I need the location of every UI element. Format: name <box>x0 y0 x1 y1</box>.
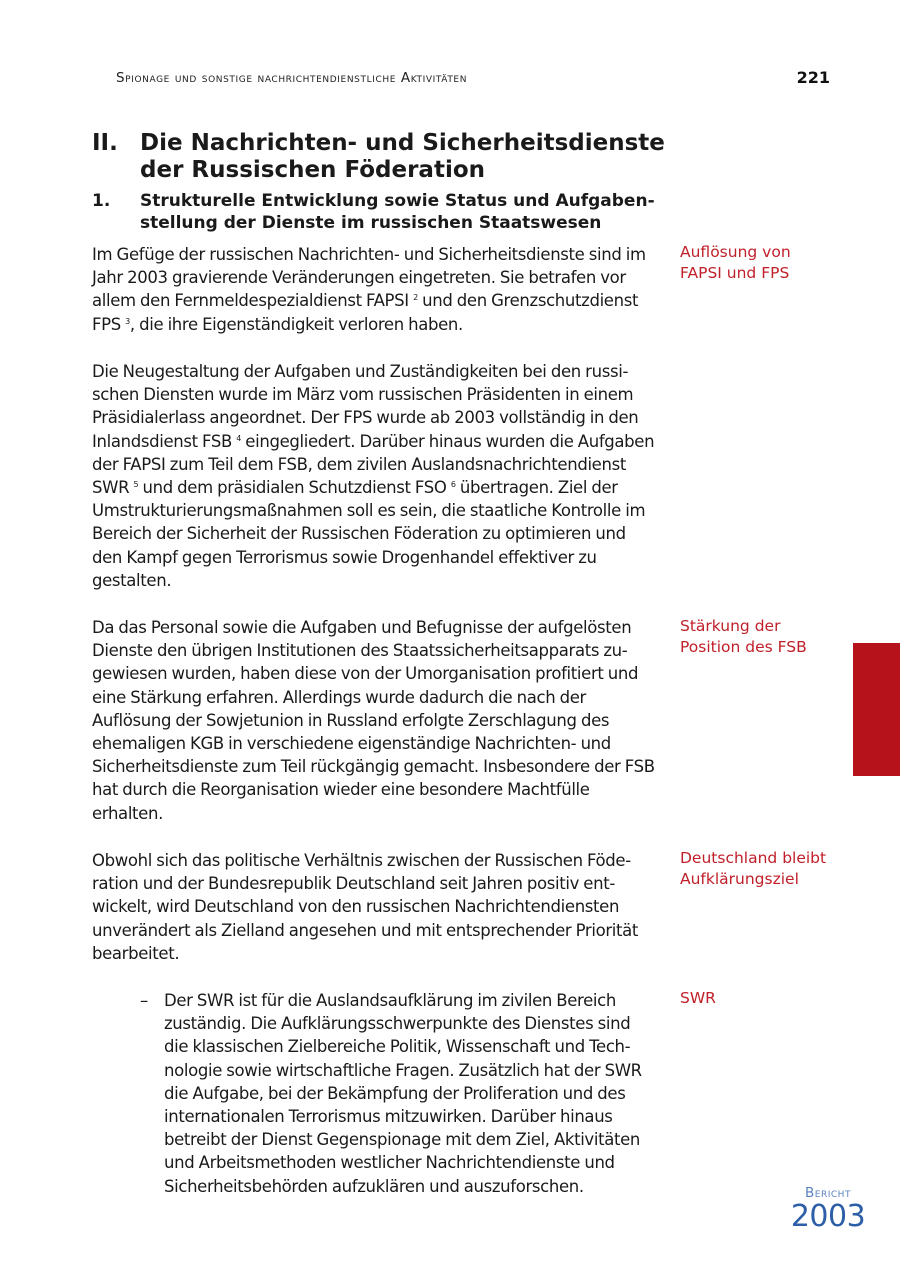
bullet-dash: – <box>140 991 148 1010</box>
chapter-heading <box>92 130 672 184</box>
bullet-item-swr <box>92 989 657 1198</box>
chapter-heading-text: Die Nachrichten- und Sicherheitsdienste der Russischen Föderation <box>140 130 665 183</box>
section-heading <box>92 190 672 234</box>
paragraph-3: Da das Personal sowie die Aufgaben und Befugnisse der aufgelösten Dienste den übrigen Institutionen des Staatssicherheitsapparats zugewiesen wurden, haben diese von der Umorganisation profitiert und eine Stärkung erfahren. Allerdings wurde dadurch die nach der Auflösung der Sowjetunion in Russland erfolgte Zerschlagung des ehemaligen KGB in verschiedene eigenständige Nachrichten- und Sicherheitsdienste zum Teil rückgängig gemacht. Insbesondere der FSB hat durch die Reorganisation wieder eine besondere Machtfülle erhalten. <box>92 618 655 823</box>
report-badge-word: Bericht <box>805 1185 851 1201</box>
report-badge <box>788 1186 868 1233</box>
report-badge-year: 2003 <box>790 1199 866 1234</box>
chapter-tab-marker <box>853 643 900 776</box>
section-heading-number: 1. <box>92 191 111 211</box>
running-head: Spionage und sonstige nachrichtendienstliche Aktivitäten <box>116 70 468 86</box>
marginal-note-fapsi-fps <box>680 242 845 284</box>
footnote-marker: 3 <box>125 316 130 326</box>
marginal-note-fsb <box>680 616 845 658</box>
footnote-marker: 2 <box>413 293 418 303</box>
marginal-line: Aufklärungsziel <box>680 870 799 888</box>
marginal-line: FAPSI und FPS <box>680 264 790 282</box>
footnote-marker: 5 <box>133 480 139 490</box>
marginal-line: Deutschland bleibt <box>680 849 827 867</box>
footnote-marker: 4 <box>236 433 242 443</box>
marginal-note-swr <box>680 988 845 1009</box>
marginal-line: SWR <box>680 989 716 1007</box>
marginal-note-deutschland <box>680 848 845 890</box>
chapter-heading-number: II. <box>92 130 118 156</box>
section-heading-text: Strukturelle Entwicklung sowie Status und Aufgabenstellung der Dienste im russischen Staatswesen <box>140 191 655 233</box>
paragraph-4: Obwohl sich das politische Verhältnis zwischen der Russischen Föderation und der Bundesrepublik Deutschland seit Jahren positiv entwickelt, wird Deutschland von den russischen Nachrichtendiensten unverändert als Zielland angesehen und mit entsprechender Priorität bearbeitet. <box>92 851 638 963</box>
marginal-line: Position des FSB <box>680 638 807 656</box>
marginal-line: Stärkung der <box>680 617 781 635</box>
footnote-marker: 6 <box>450 480 456 490</box>
bullet-text: Der SWR ist für die Auslandsaufklärung im zivilen Bereich zuständig. Die Aufklärungsschwerpunkte des Dienstes sind die klassischen Zielbereiche Politik, Wissenschaft und Technologie sowie wirtschaftliche Fragen. Zusätzlich hat der SWR die Aufgabe, bei der Bekämpfung der Proliferation und des internationalen Terrorismus mitzuwirken. Darüber hinaus betreibt der Dienst Gegenspionage mit dem Ziel, Aktivitäten und Arbeitsmethoden westlicher Nachrichtendienste und Sicherheitsbehörden aufzuklären und auszuforschen. <box>164 991 642 1196</box>
page-number: 221 <box>796 68 830 87</box>
paragraph-1: Im Gefüge der russischen Nachrichten- und Sicherheitsdienste sind im Jahr 2003 gravierende Veränderungen eingetreten. Sie betrafen vor allem den Fernmeldespezialdienst FAPSI $^2$ und den Grenzschutzdienst FPS $^3$, die ihre Eigenständigkeit verloren haben. <box>92 245 646 334</box>
paragraph-2: Die Neugestaltung der Aufgaben und Zuständigkeiten bei den russischen Diensten wurde im März vom russischen Präsidenten in einem Präsidialerlass angeordnet. Der FPS wurde ab 2003 vollständig in den Inlandsdienst FSB $^4$ eingegliedert. Darüber hinaus wurden die Aufgaben der FAPSI zum Teil dem FSB, dem zivilen Auslandsnachrichtendienst SWR $^5$ und dem präsidialen Schutzdienst FSO $^6$ übertragen. Ziel der Umstrukturierungsmaßnahmen soll es sein, die staatliche Kontrolle im Bereich der Sicherheit der Russischen Föderation zu optimieren und den Kampf gegen Terrorismus sowie Drogenhandel effektiver zu gestalten. <box>92 362 655 590</box>
marginal-line: Auflösung von <box>680 243 791 261</box>
